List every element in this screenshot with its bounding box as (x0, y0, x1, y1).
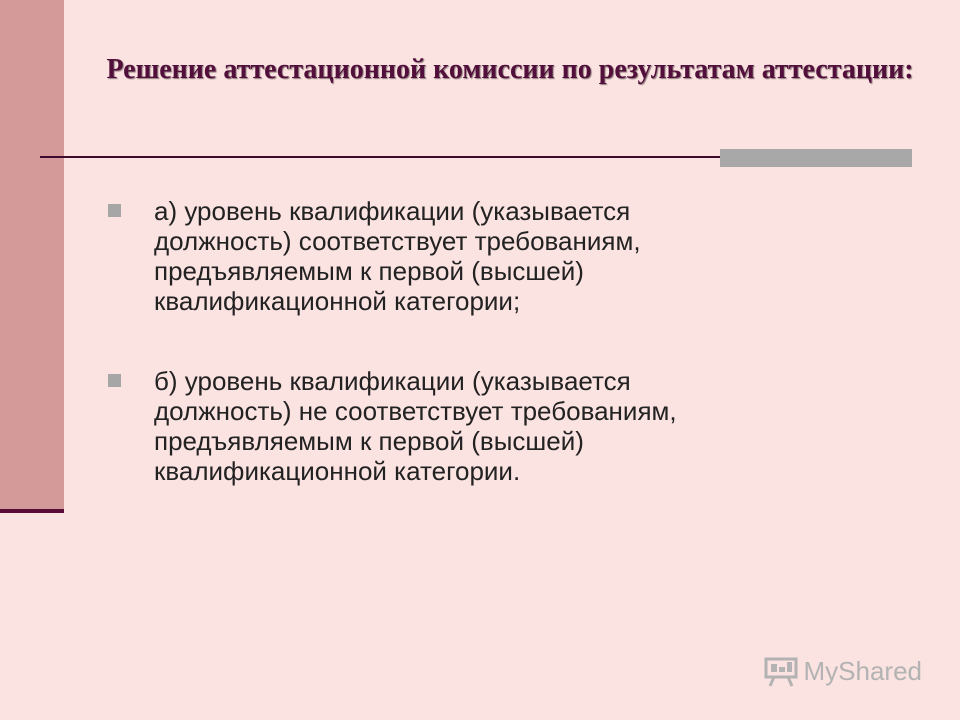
watermark-label: MyShared (803, 656, 922, 686)
bullet-text: а) уровень квалификации (указывается должность) соответствует требованиям, предъявляемым к первой (высшей) квалификационной категории; (154, 196, 641, 316)
left-band-underline (0, 509, 64, 513)
slide-title: Решение аттестационной комиссии по результатам аттестации: (106, 54, 914, 85)
divider-accent-bar (720, 149, 912, 167)
bullet-square-icon (108, 204, 121, 217)
presentation-board-icon (764, 657, 798, 687)
watermark (764, 656, 923, 687)
left-accent-band (0, 0, 64, 512)
bullet-text: б) уровень квалификации (указывается должность) не соответствует требованиям, предъявляемым к первой (высшей) квалификационной категории. (154, 366, 677, 486)
bullet-square-icon (108, 374, 121, 387)
